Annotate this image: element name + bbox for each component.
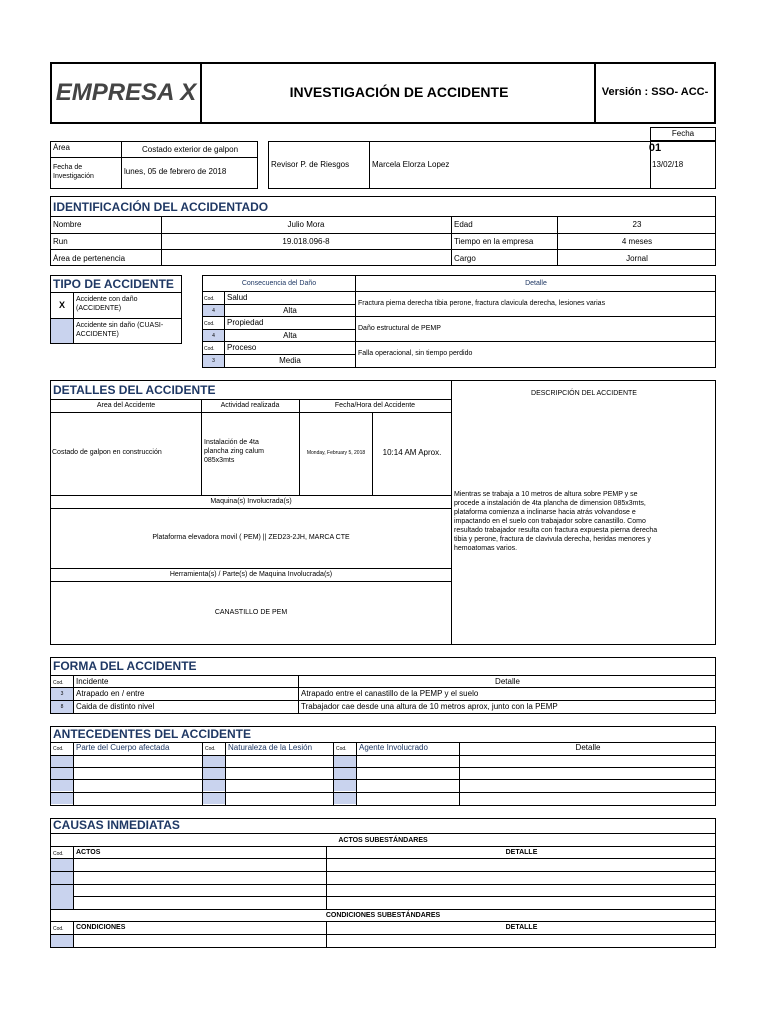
area-accidente-value: Costado de galpon en construcción (52, 449, 162, 456)
condiciones-header: CONDICIONES (76, 924, 126, 931)
causas-col-divider (73, 921, 74, 948)
document-title: INVESTIGACIÓN DE ACCIDENTE (289, 84, 509, 100)
revisor-label: Revisor P. de Riesgos (271, 160, 350, 169)
antecedentes-code-cell (334, 768, 356, 779)
consecuencia-level: Alta (283, 306, 297, 315)
tipo-option1-label: Accidente con daño (ACCIDENTE) (76, 296, 138, 312)
descripcion-line: tibia y perone, fractura de clavivula derecha, heridas menores y (454, 536, 651, 543)
tipo-option1-mark: X (58, 300, 65, 310)
forma-incidente-header: Incidente (76, 677, 109, 686)
antecedentes-col-divider (225, 742, 226, 806)
causas-col-divider (326, 846, 327, 909)
forma-divider-2 (50, 687, 716, 688)
tipo-option1-check[interactable] (51, 293, 73, 318)
maquina-header: Maquina(s) Involucrada(s) (210, 498, 292, 505)
consecuencia-col-divider (355, 275, 356, 368)
actos-cod-label: Cod. (53, 851, 64, 857)
consecuencia-code: 3 (212, 358, 215, 364)
antecedentes-row-divider (50, 755, 716, 756)
descripcion-line: impactando en el suelo con trabajador sobre canastillo. Como (454, 518, 646, 525)
maquina-value: Plataforma elevadora movil ( PEM) || ZED23-2JH, MARCA CTE (152, 534, 350, 541)
nombre-value: Julio Mora (287, 220, 325, 229)
antecedentes-col-divider (356, 742, 357, 806)
edad-label: Edad (454, 220, 473, 229)
detalles-divider-5 (50, 568, 451, 569)
descripcion-text (454, 490, 714, 553)
condiciones-cod-label: Cod. (53, 926, 64, 932)
antecedentes-code-cell (203, 780, 225, 791)
forma-row2-code-cell (51, 701, 73, 713)
consecuencia-level: Media (279, 356, 301, 365)
causas-code-cell (51, 885, 73, 897)
herramienta-header: Herramienta(s) / Parte(s) de Maquina Involucrada(s) (169, 571, 333, 578)
detalles-divider-2 (50, 412, 451, 413)
antecedentes-code-cell (334, 756, 356, 767)
area-label: Área (53, 143, 70, 152)
consecuencia-name: Proceso (227, 343, 257, 352)
tipo-col-divider (73, 292, 74, 344)
consecuencia-name: Salud (227, 293, 248, 302)
identificacion-row-divider-1 (50, 233, 716, 234)
fecha-accidente-value: Monday, February 5, 2018 (306, 450, 366, 456)
causas-title: CAUSAS INMEDIATAS (53, 818, 180, 832)
antecedentes-detalle-header: Detalle (575, 743, 601, 752)
antecedentes-code-cell (203, 768, 225, 779)
consecuencia-header-divider (202, 291, 716, 292)
antecedentes-code-cell (334, 793, 356, 804)
fecha-value: 13/02/18 (652, 160, 684, 169)
actos-title: ACTOS SUBESTÁNDARES (338, 837, 428, 844)
antecedentes-row-divider (50, 779, 716, 780)
antecedentes-code-cell (51, 768, 73, 779)
detalles-col-1 (201, 399, 202, 495)
causas-code-cell (51, 935, 73, 947)
antecedentes-cod-1: Cod. (53, 746, 64, 752)
causas-row-divider (50, 934, 716, 935)
document-version: Versión : SSO- ACC-01 (594, 64, 714, 122)
descripcion-line: plataforma comienza a inclinarse hacia atrás volvandose e (454, 509, 636, 516)
causas-row-divider (50, 896, 716, 897)
tiempo-label: Tiempo en la empresa (454, 237, 534, 246)
forma-row2-code: 8 (60, 704, 64, 710)
detalles-divider-3 (50, 495, 451, 496)
consecuencia-cod-label: Cod. (204, 346, 215, 352)
tiempo-value: 4 meses (621, 237, 653, 246)
actos-header: ACTOS (76, 849, 101, 856)
forma-divider-1 (50, 675, 716, 676)
forma-row2-incidente: Caida de distinto nivel (76, 702, 155, 711)
detalles-divider-6 (50, 581, 451, 582)
actividad-value: Instalación de 4ta plancha zing calum 085x3mts (204, 439, 264, 464)
info-right-divider-1 (369, 141, 370, 189)
causas-code-cell (51, 859, 73, 871)
run-label: Run (53, 237, 68, 246)
antecedentes-title: ANTECEDENTES DEL ACCIDENTE (53, 727, 252, 741)
hora-accidente-value: 10:14 AM Aprox. (382, 448, 442, 457)
causas-code-cell (51, 872, 73, 884)
detalles-right-divider (451, 380, 452, 645)
info-left-row-divider (50, 157, 258, 158)
info-right-divider-2 (650, 141, 651, 189)
edad-value: 23 (632, 220, 642, 229)
consecuencia-detail: Falla operacional, sin tiempo perdido (358, 350, 473, 357)
causas-row-divider (50, 909, 716, 910)
actos-detalle-header: DETALLE (505, 849, 538, 856)
forma-col-1 (73, 675, 74, 714)
antecedentes-code-cell (51, 756, 73, 767)
causas-row-divider (50, 884, 716, 885)
antecedentes-parte-header: Parte del Cuerpo afectada (76, 743, 170, 752)
tipo-option2-label: Accidente sin daño (CUASI-ACCIDENTE) (76, 322, 164, 338)
consecuencia-row-divider (202, 341, 716, 342)
company-name: EMPRESA X (52, 64, 202, 122)
detalles-col-2 (299, 399, 300, 495)
run-value: 19.018.096-8 (282, 237, 330, 246)
antecedentes-row-divider (50, 792, 716, 793)
fecha-hora-header: Fecha/Hora del Accidente (334, 402, 416, 409)
causas-divider-2 (50, 846, 716, 847)
forma-row1-code: 3 (60, 691, 64, 697)
causas-row-divider (50, 858, 716, 859)
consecuencia-code-cell (203, 355, 224, 367)
forma-row1-incidente: Atrapado en / entre (76, 689, 145, 698)
antecedentes-cod-3: Cod. (336, 746, 347, 752)
consecuencia-row-divider (202, 316, 716, 317)
descripcion-header: DESCRIPCIÓN DEL ACCIDENTE (531, 390, 637, 397)
forma-row1-detalle: Atrapado entre el canastillo de la PEMP y el suelo (301, 689, 479, 698)
area-accidente-header: Area del Accidente (96, 402, 156, 409)
identificacion-title: IDENTIFICACIÓN DEL ACCIDENTADO (53, 200, 269, 214)
descripcion-line: procede a instalación de 4ta plancha de dimension 085x3mts, (454, 500, 646, 507)
detalles-title: DETALLES DEL ACCIDENTE (53, 383, 216, 397)
cargo-value: Jornal (626, 254, 648, 263)
forma-detalle-header: Detalle (495, 677, 520, 686)
cargo-label: Cargo (454, 254, 476, 263)
consecuencia-level: Alta (283, 331, 297, 340)
tipo-option2-check[interactable] (51, 319, 73, 343)
condiciones-detalle-header: DETALLE (505, 924, 538, 931)
antecedentes-cod-2: Cod. (205, 746, 216, 752)
causas-col-divider (73, 846, 74, 909)
identificacion-col-divider-2 (451, 216, 452, 266)
descripcion-line: resultado trabajador resulta con fractura expuesta pierna derecha (454, 527, 658, 534)
area-value: Costado exterior de galpon (141, 145, 239, 154)
descripcion-line: Mientras se trabaja a 10 metros de altura sobre PEMP y se (454, 491, 638, 498)
antecedentes-code-cell (203, 756, 225, 767)
consecuencia-header: Consecuencia del Daño (241, 280, 317, 287)
revisor-value: Marcela Elorza Lopez (372, 160, 450, 169)
consecuencia-code: 4 (212, 308, 215, 314)
forma-row2-detalle: Trabajador cae desde una altura de 10 metros aprox, junto con la PEMP (301, 702, 558, 711)
detalles-divider-4 (50, 508, 451, 509)
fecha-investigacion-label: Fecha de Investigación (53, 164, 94, 180)
antecedentes-agente-header: Agente Involucrado (359, 743, 428, 752)
antecedentes-code-cell (51, 793, 73, 804)
fecha-label: Fecha (650, 127, 716, 141)
actividad-header: Actividad realizada (220, 402, 280, 409)
antecedentes-col-divider (73, 742, 74, 806)
causas-row-divider (50, 871, 716, 872)
consecuencia-detail: Daño estructural de PEMP (358, 325, 441, 332)
consecuencia-name: Propiedad (227, 318, 264, 327)
causas-code-cell (51, 897, 73, 909)
forma-row1-code-cell (51, 688, 73, 700)
causas-row-divider (50, 921, 716, 922)
identificacion-row-divider-2 (50, 249, 716, 250)
antecedentes-code-cell (51, 780, 73, 791)
descripcion-line: hemoatomas varios. (454, 545, 518, 552)
consecuencia-cod-label: Cod. (204, 321, 215, 327)
consecuencia-cod-label: Cod. (204, 296, 215, 302)
antecedentes-code-cell (203, 793, 225, 804)
forma-title: FORMA DEL ACCIDENTE (53, 659, 197, 673)
antecedentes-code-cell (334, 780, 356, 791)
condiciones-title: CONDICIONES SUBESTÁNDARES (325, 912, 441, 919)
forma-divider-3 (50, 700, 716, 701)
detalle-header: Detalle (525, 280, 547, 287)
consecuencia-detail: Fractura pierna derecha tibia perone, fractura clavicula derecha, lesiones varias (358, 300, 606, 307)
forma-cod-label: Cod. (53, 680, 64, 686)
causas-divider-1 (50, 833, 716, 834)
antecedentes-naturaleza-header: Naturaleza de la Lesión (228, 743, 313, 752)
antecedentes-row-divider (50, 767, 716, 768)
nombre-label: Nombre (53, 220, 82, 229)
detalles-divider-1 (50, 399, 451, 400)
tipo-title: TIPO DE ACCIDENTE (53, 277, 174, 291)
consecuencia-code: 4 (212, 333, 215, 339)
identificacion-grid (50, 216, 716, 217)
fecha-investigacion-value: lunes, 05 de febrero de 2018 (124, 167, 227, 176)
causas-col-divider (326, 921, 327, 948)
area-pertenencia-label: Área de pertenencia (53, 254, 126, 263)
herramienta-value: CANASTILLO DE PEM (214, 609, 288, 616)
